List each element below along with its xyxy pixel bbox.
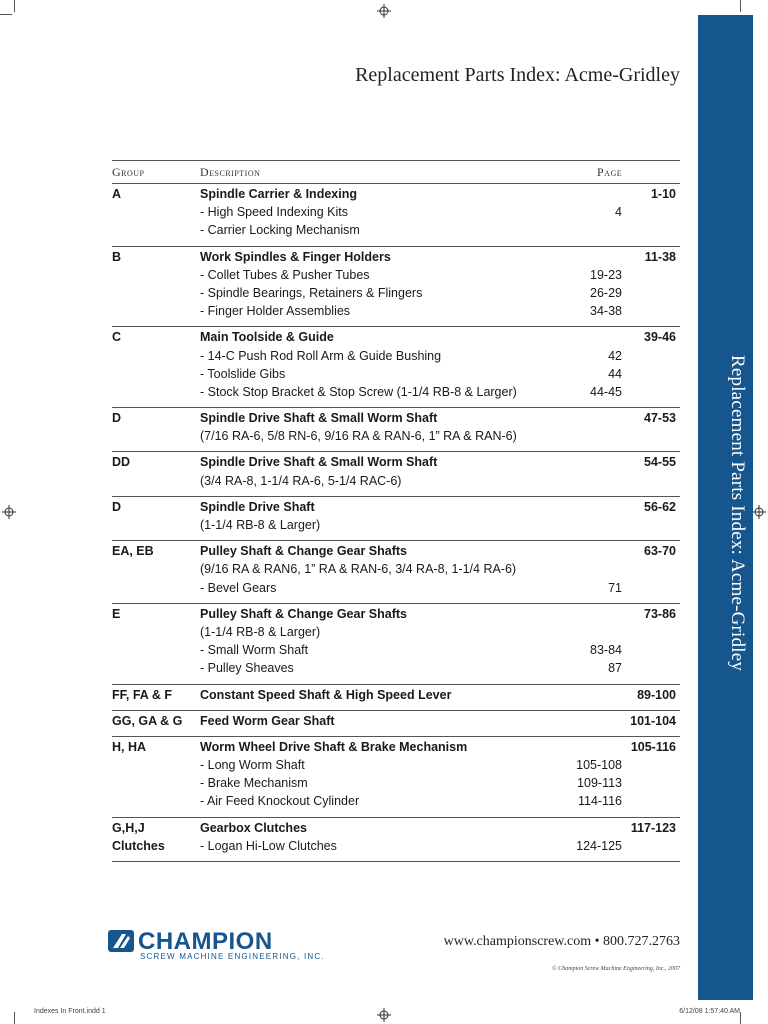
table-row bbox=[112, 581, 680, 599]
parts-index-table bbox=[112, 160, 680, 862]
crop-mark bbox=[14, 1012, 15, 1024]
subitem-page: 42 bbox=[608, 348, 622, 363]
table-row bbox=[112, 474, 680, 492]
group-code: G,H,J bbox=[112, 820, 145, 835]
table-group bbox=[112, 327, 680, 408]
copyright: © Champion Screw Machine Engineering, Inc., 2007 bbox=[552, 966, 680, 972]
table-row bbox=[112, 661, 680, 679]
section-title: Spindle Drive Shaft bbox=[200, 499, 315, 514]
subitem-description: (3/4 RA-8, 1-1/4 RA-6, 5-1/4 RAC-6) bbox=[200, 473, 402, 488]
crop-mark bbox=[740, 0, 741, 12]
subitem-page: 83-84 bbox=[590, 643, 622, 658]
table-row bbox=[112, 187, 680, 205]
table-row bbox=[112, 714, 680, 732]
page-range: 39-46 bbox=[644, 330, 676, 345]
page-range: 54-55 bbox=[644, 455, 676, 470]
registration-mark-icon bbox=[377, 4, 391, 18]
table-row bbox=[112, 349, 680, 367]
group-code: FF, FA & F bbox=[112, 687, 172, 702]
group-code: H, HA bbox=[112, 739, 147, 754]
subitem-description: - Long Worm Shaft bbox=[200, 758, 305, 773]
table-group bbox=[112, 604, 680, 685]
subitem-description: - Finger Holder Assemblies bbox=[200, 304, 351, 319]
subitem-description: (1-1/4 RB-8 & Larger) bbox=[200, 518, 321, 532]
registration-mark-icon bbox=[377, 1008, 391, 1022]
subitem-description: - Small Worm Shaft bbox=[200, 643, 309, 658]
table-group bbox=[112, 452, 680, 496]
table-row bbox=[112, 330, 680, 348]
page-range: 117-123 bbox=[630, 820, 676, 835]
table-row bbox=[112, 821, 680, 839]
page-range: 56-62 bbox=[644, 499, 676, 514]
subitem-page: 4 bbox=[615, 205, 622, 220]
page-column-header: Page bbox=[597, 165, 623, 179]
table-row bbox=[112, 500, 680, 518]
table-group bbox=[112, 685, 680, 711]
table-group bbox=[112, 408, 680, 452]
subitem-description: - Spindle Bearings, Retainers & Flingers bbox=[200, 285, 423, 300]
page-title: Replacement Parts Index: Acme-Gridley bbox=[355, 64, 680, 86]
contact-info: www.championscrew.com • 800.727.2763 bbox=[443, 934, 680, 949]
table-group bbox=[112, 247, 680, 328]
table-row bbox=[112, 429, 680, 447]
subitem-description: - Carrier Locking Mechanism bbox=[200, 223, 360, 238]
group-code: GG, GA & G bbox=[112, 713, 183, 728]
section-title: Worm Wheel Drive Shaft & Brake Mechanism bbox=[200, 739, 468, 754]
group-column-header: Group bbox=[112, 165, 145, 179]
crop-mark bbox=[740, 1012, 741, 1024]
logo-subtitle: SCREW MACHINE ENGINEERING, INC. bbox=[140, 952, 325, 961]
table-row bbox=[112, 625, 680, 643]
subitem-page: 19-23 bbox=[590, 267, 622, 282]
page-range: 105-116 bbox=[630, 739, 676, 754]
table-header bbox=[112, 160, 680, 184]
subitem-page: 26-29 bbox=[590, 285, 622, 300]
table-group bbox=[112, 541, 680, 604]
section-title: Spindle Carrier & Indexing bbox=[200, 187, 357, 201]
table-row bbox=[112, 544, 680, 562]
group-code: Clutches bbox=[112, 838, 165, 853]
subitem-description: - High Speed Indexing Kits bbox=[200, 205, 349, 220]
group-code: E bbox=[112, 606, 121, 621]
subitem-description: - Bevel Gears bbox=[200, 580, 277, 595]
subitem-page: 109-113 bbox=[577, 776, 622, 791]
table-group bbox=[112, 184, 680, 247]
registration-mark-icon bbox=[2, 505, 16, 519]
table-row bbox=[112, 607, 680, 625]
subitem-description: - Pulley Sheaves bbox=[200, 661, 294, 676]
subitem-page: 71 bbox=[608, 580, 622, 595]
subitem-description: - Stock Stop Bracket & Stop Screw (1-1/4 RB-8 & Larger) bbox=[200, 384, 517, 399]
page-range: 1-10 bbox=[650, 187, 676, 201]
table-row bbox=[112, 740, 680, 758]
page-range: 63-70 bbox=[644, 544, 676, 559]
subitem-page: 114-116 bbox=[577, 794, 622, 809]
section-title: Pulley Shaft & Change Gear Shafts bbox=[200, 606, 407, 621]
slug-timestamp: 6/12/08 1:57:40 AM bbox=[679, 1008, 740, 1015]
description-column-header: Description bbox=[200, 165, 261, 179]
table-row bbox=[112, 455, 680, 473]
crop-mark bbox=[14, 0, 15, 12]
table-group bbox=[112, 497, 680, 541]
table-row bbox=[112, 268, 680, 286]
table-row bbox=[112, 688, 680, 706]
group-code: DD bbox=[112, 455, 131, 470]
table-group bbox=[112, 818, 680, 862]
group-code: D bbox=[112, 411, 122, 426]
group-code: B bbox=[112, 249, 122, 264]
table-row bbox=[112, 304, 680, 322]
subitem-page: 34-38 bbox=[590, 304, 622, 319]
crop-mark bbox=[0, 14, 12, 15]
table-group bbox=[112, 737, 680, 818]
table-row bbox=[112, 839, 680, 857]
subitem-description: - Toolslide Gibs bbox=[200, 366, 286, 381]
subitem-description: (9/16 RA & RAN6, 1” RA & RAN-6, 3/4 RA-8, 1-1/4 RA-6) bbox=[200, 562, 517, 577]
page-range: 11-38 bbox=[644, 249, 676, 264]
table-row bbox=[112, 286, 680, 304]
subitem-description: - Logan Hi-Low Clutches bbox=[200, 838, 337, 853]
table-row bbox=[112, 367, 680, 385]
table-row bbox=[112, 385, 680, 403]
subitem-page: 105-108 bbox=[576, 758, 622, 773]
registration-mark-icon bbox=[752, 505, 766, 519]
section-title: Main Toolside & Guide bbox=[200, 330, 334, 345]
table-row bbox=[112, 518, 680, 536]
logo-mark-icon bbox=[108, 930, 134, 956]
section-title: Spindle Drive Shaft & Small Worm Shaft bbox=[200, 455, 438, 470]
group-code: C bbox=[112, 330, 122, 345]
page-range: 47-53 bbox=[644, 411, 676, 426]
page-range: 101-104 bbox=[630, 713, 676, 728]
logo-wordmark: CHAMPION bbox=[138, 928, 273, 955]
section-title: Work Spindles & Finger Holders bbox=[200, 249, 391, 264]
subitem-page: 87 bbox=[608, 661, 622, 676]
table-row bbox=[112, 205, 680, 223]
section-title: Feed Worm Gear Shaft bbox=[200, 713, 335, 728]
table-row bbox=[112, 643, 680, 661]
table-row bbox=[112, 250, 680, 268]
slug-file-name: Indexes In Front.indd 1 bbox=[34, 1008, 106, 1015]
table-row bbox=[112, 411, 680, 429]
group-code: EA, EB bbox=[112, 544, 154, 559]
subitem-description: (1-1/4 RB-8 & Larger) bbox=[200, 624, 321, 639]
table-row bbox=[112, 758, 680, 776]
section-title: Pulley Shaft & Change Gear Shafts bbox=[200, 544, 407, 559]
subitem-description: - 14-C Push Rod Roll Arm & Guide Bushing bbox=[200, 348, 442, 363]
section-title: Spindle Drive Shaft & Small Worm Shaft bbox=[200, 411, 438, 426]
table-row bbox=[112, 562, 680, 580]
section-title: Constant Speed Shaft & High Speed Lever bbox=[200, 687, 452, 702]
subitem-description: (7/16 RA-6, 5/8 RN-6, 9/16 RA & RAN-6, 1” RA & RAN-6) bbox=[200, 429, 517, 444]
subitem-description: - Air Feed Knockout Cylinder bbox=[200, 794, 360, 809]
page-range: 73-86 bbox=[644, 606, 676, 621]
table-row bbox=[112, 776, 680, 794]
subitem-description: - Brake Mechanism bbox=[200, 776, 308, 791]
table-group bbox=[112, 711, 680, 737]
subitem-page: 44 bbox=[608, 366, 622, 381]
subitem-page: 44-45 bbox=[590, 384, 622, 399]
subitem-description: - Collet Tubes & Pusher Tubes bbox=[200, 267, 370, 282]
sidebar-title: Replacement Parts Index: Acme-Gridley bbox=[727, 355, 748, 672]
table-row bbox=[112, 223, 680, 241]
subitem-page: 124-125 bbox=[576, 838, 622, 853]
group-code: A bbox=[112, 187, 122, 201]
table-row bbox=[112, 794, 680, 812]
group-code: D bbox=[112, 499, 122, 514]
page-range: 89-100 bbox=[637, 687, 676, 702]
section-title: Gearbox Clutches bbox=[200, 820, 307, 835]
